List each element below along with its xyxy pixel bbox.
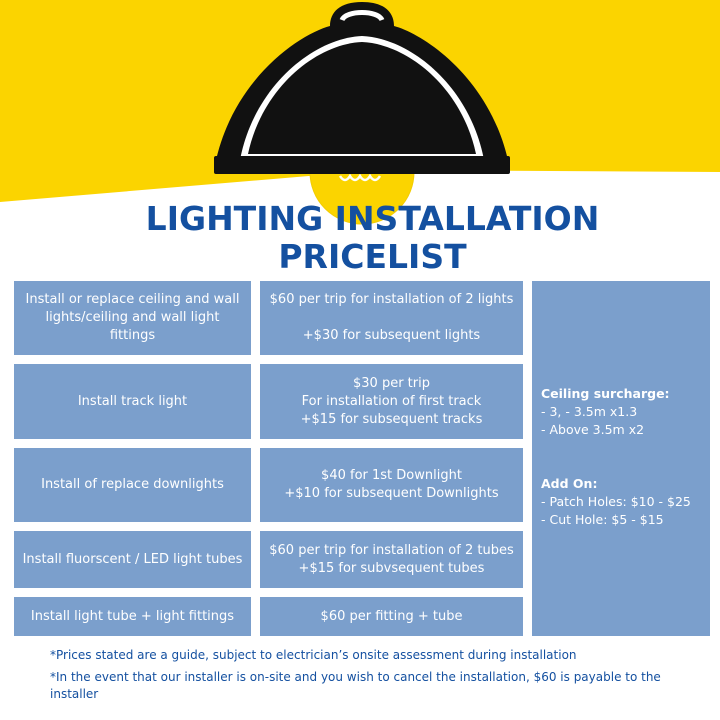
price-label: $60 per trip for installation of 2 tubes +$15 for subvsequent tubes <box>269 542 514 576</box>
price-label: $40 for 1st Downlight +$10 for subsequent Downlights <box>284 468 499 501</box>
addon-item: - Cut Hole: $5 - $15 <box>541 512 664 527</box>
price-label: $30 per trip For installation of first track +$15 for subsequent tracks <box>300 375 483 427</box>
addon-item: - Patch Holes: $10 - $25 <box>541 494 691 509</box>
surcharge-panel <box>532 281 710 636</box>
service-cell <box>14 597 251 636</box>
surcharge-title: Ceiling surcharge: <box>541 386 670 401</box>
footnote: *Prices stated are a guide, subject to electrician’s onsite assessment during installation <box>50 648 577 662</box>
price-cell <box>260 597 523 636</box>
service-label: Install of replace downlights <box>41 477 224 492</box>
service-cell <box>14 364 251 439</box>
service-cell <box>14 531 251 588</box>
service-label: Install light tube + light fittings <box>30 608 235 624</box>
addon-title: Add On: <box>541 476 598 491</box>
service-cell <box>14 448 251 522</box>
page-title-line1: LIGHTING INSTALLATION <box>145 199 600 238</box>
footnote: *In the event that our installer is on-site and you wish to cancel the installation, $60 is payable to the installer <box>50 670 661 701</box>
price-cell <box>260 531 523 588</box>
price-cell <box>260 281 523 355</box>
service-label: Install track light <box>77 393 188 409</box>
service-label: Install or replace ceiling and wall lights/ceiling and wall light fittings <box>25 292 240 343</box>
price-label: $60 per trip for installation of 2 lights +$30 for subsequent lights <box>269 292 514 343</box>
service-cell <box>14 281 251 355</box>
page-title-line2: PRICELIST <box>278 237 467 276</box>
surcharge-item: - 3, - 3.5m x1.3 <box>541 404 638 419</box>
price-cell <box>260 364 523 439</box>
surcharge-item: - Above 3.5m x2 <box>541 422 645 437</box>
service-label: Install fluorscent / LED light tubes <box>22 551 243 567</box>
price-label: $60 per fitting + tube <box>320 608 463 624</box>
price-cell <box>260 448 523 522</box>
